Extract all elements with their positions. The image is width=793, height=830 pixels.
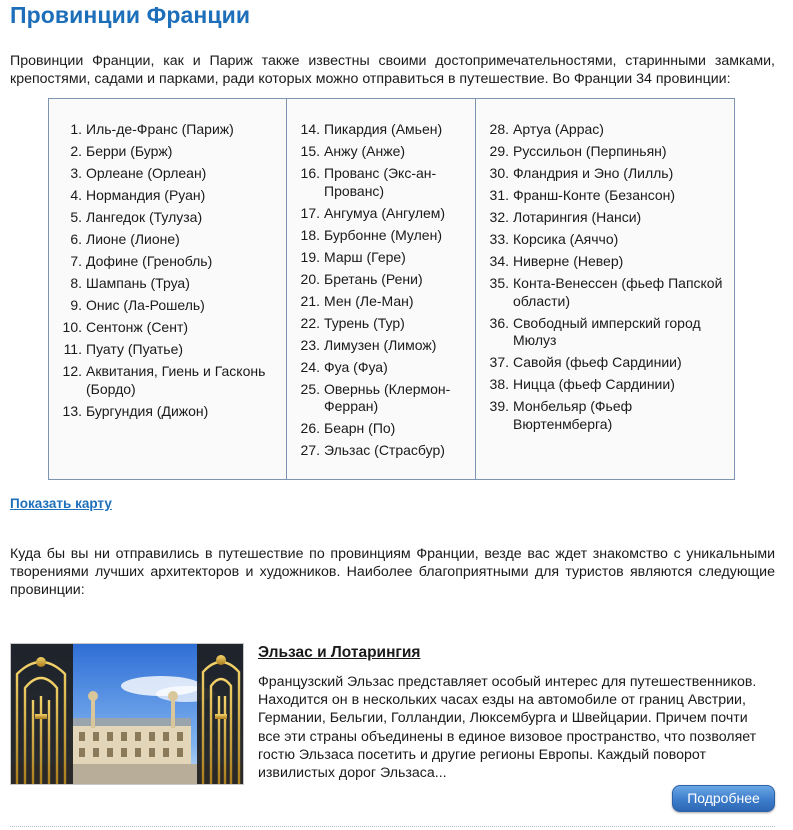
province-name: Нормандия (Руан) <box>86 187 206 203</box>
travel-paragraph: Куда бы вы ни отправились в путешествие по провинциям Франции, везде вас ждет знакомство с уникальными творениями лучших архитекторов и художников. Наиболее благоприятными для туристов являются следующие провинции: <box>10 546 775 598</box>
divider <box>10 826 775 827</box>
province-item <box>476 376 734 394</box>
province-number: 2. <box>70 143 82 159</box>
province-number: 11. <box>63 341 82 357</box>
province-number: 36. <box>489 314 509 331</box>
province-name: Фландрия и Эно (Лилль) <box>513 165 674 181</box>
provinces-column-2 <box>286 99 475 479</box>
province-number: 26. <box>300 420 320 436</box>
page-title: Провинции Франции <box>10 2 251 28</box>
province-name: Оверньь (Клермон-Ферран) <box>324 380 451 414</box>
province-name: Бурбонне (Мулен) <box>324 226 442 243</box>
show-map-link[interactable]: Показать карту <box>10 496 112 511</box>
province-name: Шампань (Труа) <box>86 275 190 291</box>
gilded-gate-photo-icon <box>11 644 244 785</box>
province-item <box>476 231 734 249</box>
province-item <box>49 403 286 421</box>
province-item <box>49 341 286 359</box>
province-item <box>476 143 734 161</box>
province-name: Аквитания, Гиень и Гасконь (Бордо) <box>86 363 266 397</box>
province-name: Сентонж (Сент) <box>86 319 189 335</box>
province-number: 22. <box>300 314 320 331</box>
provinces-table <box>48 98 735 480</box>
province-item <box>287 227 475 245</box>
provinces-list-2 <box>287 121 475 460</box>
province-number: 34. <box>489 253 509 269</box>
province-number: 37. <box>489 354 509 370</box>
province-number: 16. <box>300 165 320 181</box>
province-number: 21. <box>300 292 320 309</box>
province-name: Свободный имперский город Мюлуз <box>513 314 701 348</box>
intro-paragraph: Провинции Франции, как и Париж также известны своими достопримечательностями, старинными замками, крепостями, садами и парками, ради которых можно отправиться в путешествие. Во Франции 34 провинции: <box>10 53 775 87</box>
province-item <box>287 359 475 377</box>
provinces-column-3 <box>475 99 734 479</box>
article-title-link[interactable]: Эльзас и Лотарингия <box>258 644 421 661</box>
province-item <box>476 253 734 271</box>
province-number: 30. <box>489 165 509 181</box>
province-name: Лотарингия (Нанси) <box>513 209 642 225</box>
province-item <box>287 143 475 161</box>
province-name: Пуату (Пуатье) <box>86 341 184 357</box>
province-number: 25. <box>300 380 320 397</box>
province-item <box>476 275 734 310</box>
more-button[interactable]: Подробнее <box>672 785 775 812</box>
province-name: Лимузен (Лимож) <box>324 336 437 353</box>
province-number: 28. <box>489 121 509 137</box>
province-number: 7. <box>70 253 82 269</box>
province-item <box>49 363 286 398</box>
province-number: 13. <box>62 402 82 419</box>
article-text: Французский Эльзас представляет особый интерес для путешественников. Находится он в нескольких часах езды на автомобиле от границ Австрии, Германии, Бельгии, Голландии, Люксембурга и Швейцарии. Причем почти все эти страны объединены в единое визовое пространство, что позволяет гостю Эльзаса посетить и другие регионы Европы. Каждый поворот извилистых дорог Эльзаса... <box>258 674 757 782</box>
province-number: 33. <box>489 231 509 247</box>
province-item <box>49 231 286 249</box>
province-name: Эльзас (Страсбур) <box>324 442 445 458</box>
provinces-column-1 <box>49 99 286 479</box>
province-item <box>287 293 475 311</box>
province-name: Корсика (Аяччо) <box>513 231 619 247</box>
province-item <box>287 249 475 267</box>
province-name: Монбельяр (Фьеф Вюртенмберга) <box>513 398 633 432</box>
province-number: 12. <box>62 363 82 379</box>
province-number: 8. <box>70 275 82 291</box>
province-number: 27. <box>300 442 320 458</box>
province-number: 19. <box>300 248 320 265</box>
province-item <box>287 205 475 223</box>
province-number: 17. <box>300 204 320 221</box>
province-item <box>49 165 286 183</box>
provinces-list-1 <box>49 121 286 420</box>
province-name: Анжу (Анже) <box>324 143 406 159</box>
province-name: Савойя (фьеф Сардинии) <box>513 354 682 370</box>
province-number: 1. <box>70 121 82 137</box>
province-name: Лионе (Лионе) <box>86 231 180 247</box>
province-name: Ангумуа (Ангулем) <box>324 204 446 221</box>
province-name: Онис (Ла-Рошель) <box>86 297 205 313</box>
province-number: 18. <box>300 226 320 243</box>
province-item <box>476 187 734 205</box>
province-item <box>287 165 475 200</box>
province-item <box>476 165 734 183</box>
province-name: Конта-Венессен (фьеф Папской области) <box>513 275 723 309</box>
province-item <box>476 354 734 372</box>
province-name: Фуа (Фуа) <box>324 358 388 375</box>
province-number: 15. <box>300 143 320 159</box>
province-item <box>49 253 286 271</box>
province-item <box>49 319 286 337</box>
province-number: 9. <box>70 297 82 313</box>
province-name: Орлеане (Орлеан) <box>86 165 207 181</box>
province-name: Беарн (По) <box>324 420 396 436</box>
province-item <box>287 315 475 333</box>
province-name: Мен (Ле-Ман) <box>324 292 414 309</box>
province-name: Франш-Конте (Безансон) <box>513 187 676 203</box>
province-item <box>287 381 475 416</box>
province-number: 39. <box>489 398 509 414</box>
province-number: 10. <box>62 319 82 335</box>
province-name: Дофине (Гренобль) <box>86 253 213 269</box>
province-number: 23. <box>300 336 320 353</box>
province-number: 3. <box>70 165 82 181</box>
province-name: Руссильон (Перпиньян) <box>513 143 667 159</box>
province-item <box>287 442 475 460</box>
province-item <box>476 315 734 350</box>
province-number: 20. <box>300 270 320 287</box>
province-number: 14. <box>300 121 320 137</box>
province-number: 29. <box>489 143 509 159</box>
province-name: Артуа (Аррас) <box>513 121 604 137</box>
province-number: 35. <box>489 275 509 291</box>
province-name: Иль-де-Франс (Париж) <box>86 121 234 137</box>
provinces-list-3 <box>476 121 734 433</box>
province-name: Бретань (Рени) <box>324 270 423 287</box>
province-item <box>49 297 286 315</box>
province-item <box>49 209 286 227</box>
province-item <box>476 209 734 227</box>
alsace-photo[interactable] <box>10 643 244 785</box>
province-item <box>476 121 734 139</box>
province-item <box>49 187 286 205</box>
province-number: 32. <box>489 209 509 225</box>
province-name: Ниверне (Невер) <box>513 253 624 269</box>
province-name: Турень (Тур) <box>324 314 405 331</box>
province-item <box>287 337 475 355</box>
province-name: Прованс (Экс-ан-Прованс) <box>324 165 437 199</box>
province-number: 24. <box>300 358 320 375</box>
province-number: 31. <box>489 187 509 203</box>
province-name: Берри (Бурж) <box>86 143 173 159</box>
province-name: Ницца (фьеф Сардинии) <box>513 376 675 392</box>
province-number: 6. <box>70 231 82 247</box>
province-number: 38. <box>489 376 509 392</box>
province-name: Лангедок (Тулуза) <box>86 209 203 225</box>
province-name: Бургундия (Дижон) <box>86 402 209 419</box>
province-name: Марш (Гере) <box>324 248 406 265</box>
province-item <box>287 420 475 438</box>
province-item <box>49 275 286 293</box>
province-item <box>49 121 286 139</box>
province-name: Пикардия (Амьен) <box>324 121 443 137</box>
province-item <box>49 143 286 161</box>
province-number: 5. <box>70 209 82 225</box>
province-number: 4. <box>70 187 82 203</box>
province-item <box>476 398 734 433</box>
province-item <box>287 271 475 289</box>
province-item <box>287 121 475 139</box>
